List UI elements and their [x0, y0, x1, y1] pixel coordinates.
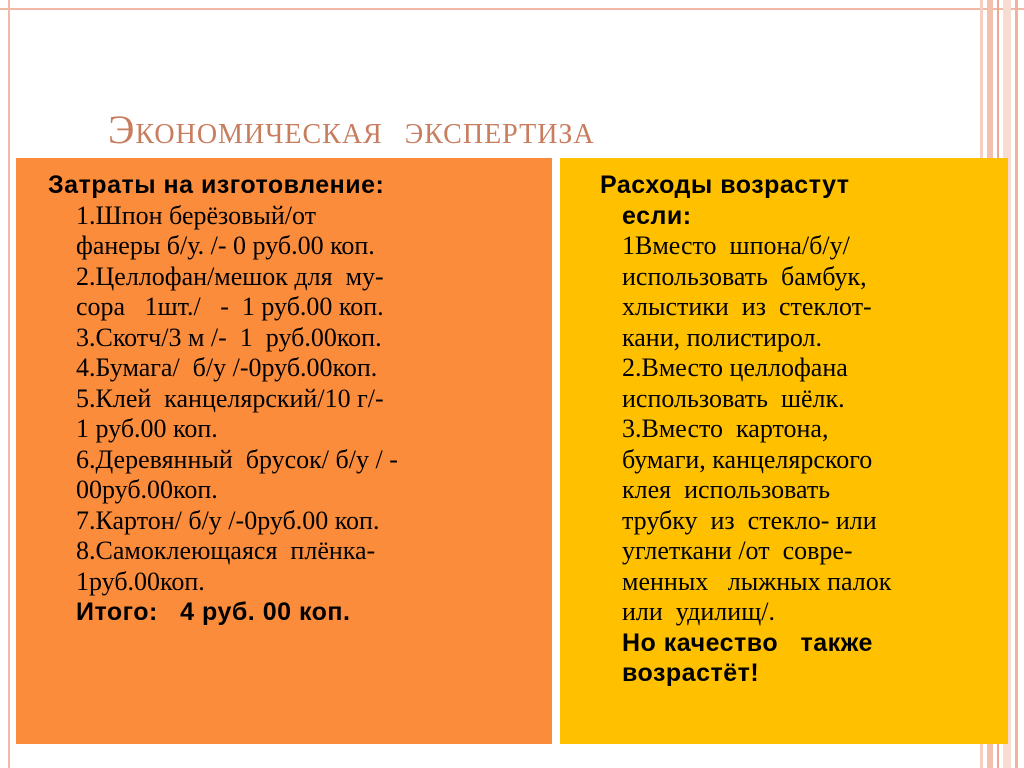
costs-line: 7.Картон/ б/у /-0руб.00 коп. — [76, 505, 380, 535]
frame-left-line — [8, 0, 10, 768]
costs-heading: Затраты на изготовление: — [48, 171, 385, 199]
expenses-line: углеткани /от совре- — [622, 536, 853, 565]
expenses-line: трубку из стекло- или — [622, 505, 877, 535]
expenses-line: кани, полистирол. — [622, 322, 823, 352]
costs-line: 1руб.00коп. — [76, 566, 205, 596]
expenses-line: использовать бамбук, — [622, 261, 867, 291]
slide-title: Экономическая экспертиза — [108, 107, 595, 152]
costs-line: 8.Самоклеющаяся плёнка- — [76, 536, 376, 565]
costs-line: 5.Клей канцелярский/10 г/- — [76, 383, 384, 413]
costs-line: 1.Шпон берёзовый/от — [76, 200, 317, 230]
expenses-line: 1Вместо шпона/б/у/ — [622, 231, 850, 260]
frame-top-line — [0, 8, 1024, 10]
costs-line: сора 1шт./ - 1 руб.00 коп. — [76, 292, 384, 321]
costs-line: 00руб.00коп. — [76, 475, 218, 504]
costs-line: фанеры б/у. /- 0 руб.00 коп. — [76, 231, 375, 260]
stripe — [1015, 0, 1018, 768]
expenses-list — [600, 231, 994, 689]
expenses-heading: Расходы возрастут — [600, 171, 850, 199]
expenses-line: менных лыжных палок — [622, 566, 892, 596]
costs-line: 4.Бумага/ б/у /-0руб.00коп. — [76, 353, 378, 382]
expenses-line: или удилищ/. — [622, 597, 775, 626]
expenses-line: клея использовать — [622, 475, 831, 504]
costs-line: 1 руб.00 коп. — [76, 414, 218, 443]
costs-line: 3.Скотч/3 м /- 1 руб.00коп. — [76, 322, 382, 352]
expenses-line: бумаги, канцелярского — [622, 444, 873, 474]
expenses-line: 2.Вместо целлофана — [622, 353, 848, 382]
costs-line: 2.Целлофан/мешок для му- — [76, 261, 384, 291]
costs-list — [48, 201, 532, 628]
expenses-heading-cont: если: — [622, 201, 692, 230]
expenses-line: использовать шёлк. — [622, 383, 845, 413]
costs-total: Итого: 4 руб. 00 коп. — [76, 598, 351, 626]
expenses-panel — [560, 158, 1008, 744]
expenses-line: хлыстики из стеклот- — [622, 292, 872, 321]
quality-conclusion-cont: возрастёт! — [622, 659, 760, 687]
costs-line: 6.Деревянный брусок/ б/у / - — [76, 444, 398, 474]
costs-panel — [16, 158, 552, 744]
expenses-line: 3.Вместо картона, — [622, 414, 829, 443]
quality-conclusion: Но качество также — [622, 628, 873, 657]
